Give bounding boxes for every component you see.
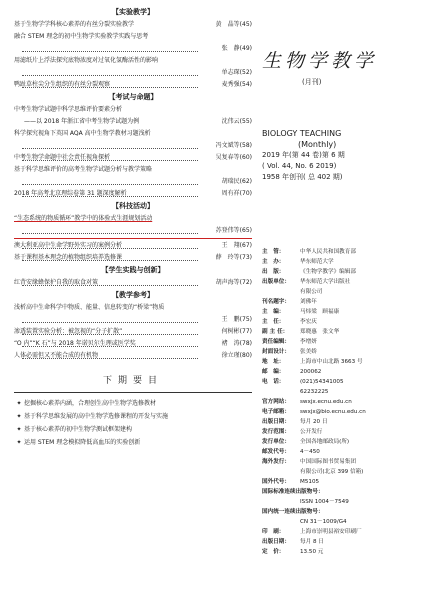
bullet-icon: ✦ [16,400,22,407]
pub-info-value: 马炜梁 顾福康 [300,309,340,315]
pub-info-row [262,307,416,317]
pub-info-key: 地 址： [262,359,285,365]
pub-info-value: 郑晓惠 张文华 [300,329,340,335]
article-title: 2018 年高考北京理综卷第 31 题深度解析 [14,190,127,197]
pub-info-value: 刘佛年 [300,299,317,305]
next-issue-text: 挖掘核心素养内涵，合理创生高中生物学选修教材 [24,400,157,407]
article-title: ——以 2018 年浙江省中考生物学试题为例 [24,118,140,125]
pub-info-key: 责任编辑： [262,339,290,345]
pub-info-value-2: CN 31－1009/G4 [300,519,347,525]
toc-entry[interactable] [14,116,252,128]
english-subtitle: (Monthly) [298,140,337,149]
pub-info-row [262,327,416,337]
article-author-page: 王 翔(67) [221,242,252,249]
toc-entry[interactable] [14,43,252,55]
pub-info-value: 4－450 [300,449,320,455]
bullet-icon: ✦ [16,413,22,420]
pub-info-key: 国际标准连续出版物号： [262,489,324,495]
toc-entry[interactable] [14,314,252,326]
pub-info-value: 华东师范大学出版社 [300,279,351,285]
next-issue-item [14,410,252,423]
pub-info-key: 发行单位： [262,439,290,445]
pub-info-key: 主 管： [262,249,285,255]
toc-entry[interactable] [14,252,252,264]
toc-entry[interactable] [14,104,252,116]
publication-info [262,247,416,557]
red-divider [14,238,252,239]
pub-info-key: 国外代号： [262,479,290,485]
issue-cn: 2019 年(第 44 卷)第 6 期 [262,151,345,159]
toc-entry[interactable] [14,55,252,67]
pub-info-value-2: 有限公司 [300,289,323,295]
pub-info-value: 华东师范大学 [300,259,334,265]
pub-info-row [262,247,416,257]
pub-info-row [262,437,416,447]
toc-entry[interactable] [14,225,252,237]
article-author-page: 王 鹏(75) [221,316,252,323]
article-title: 用滤纸片上浮法探究底物浓度对过氧化氢酶活性的影响 [14,57,159,64]
article-title: 渗透装置实验分析：被忽视的“分子扩散” [14,328,123,335]
pub-info-key: 出 版： [262,269,285,275]
pub-info-row [262,547,416,557]
next-issue-list [14,392,252,449]
article-author-page: 沈伟云(55) [221,118,252,125]
article-author-page: 周有祥(70) [221,190,252,197]
toc-entry[interactable] [14,164,252,176]
next-issue-item [14,436,252,449]
article-author-page: 苏登伟等(65) [215,227,252,234]
section-heading: 【科技活动】 [112,202,154,210]
article-author-page: 胡瑞民(62) [221,178,252,185]
section-heading: 【考试与命题】 [108,93,158,101]
pub-info-key: 发行范围： [262,429,290,435]
masthead [262,6,416,557]
pub-info-key: 出版日期： [262,419,290,425]
toc-entry[interactable] [14,128,252,140]
article-author-page: 冯文斌等(58) [215,142,252,149]
pub-info-key: 出版日期： [262,539,290,545]
pub-info-row [262,257,416,267]
pub-info-key: 主 编： [262,309,285,315]
pub-info-row [262,377,416,397]
pub-info-row [262,397,416,407]
toc-entry[interactable] [14,213,252,225]
article-title: “O 内”“K 石”与 2018 年诺贝尔生理或医学奖 [14,340,136,347]
pub-info-value: 李宏庆 [300,319,317,325]
pub-info-value: 上海市崇明县裕安印刷厂 [300,529,362,535]
pub-info-row [262,297,416,307]
toc-entry[interactable] [14,152,252,164]
pub-info-row [262,447,416,457]
pub-info-key: 印 刷： [262,529,285,535]
pub-info-row [262,337,416,347]
article-title: 中考生物学试题中科学思维评价要素分析 [14,106,123,113]
pub-info-key: 电子邮箱： [262,409,290,415]
pub-info-value: 13.50 元 [300,549,324,555]
pub-info-row [262,487,416,507]
article-author-page: 吴复春等(60) [215,154,252,161]
article-title: 人体必需但又不能合成的有机物 [14,352,99,359]
monthly-label: (月刊) [302,78,322,86]
pub-info-row [262,507,416,527]
next-issue-text: 基于科学思维发展的高中生物学选修课程的开发与实施 [24,413,169,420]
pub-info-key: 邮 编： [262,369,285,375]
pub-info-row [262,277,416,297]
pub-info-row [262,347,416,357]
pub-info-key: 定 价： [262,549,285,555]
article-author-page: 薛 玲等(73) [215,254,252,261]
toc-entry[interactable] [14,302,252,314]
pub-info-key: 电 话： [262,379,285,385]
section-heading: 【实验教学】 [112,8,154,16]
section-heading: 【学生实践与创新】 [101,266,165,274]
article-author-page: 褚 涛(78) [221,340,252,347]
pub-info-key: 副 主 任： [262,329,289,335]
english-title: BIOLOGY TEACHING [262,129,342,138]
article-title: 中考生物学命题中社会责任视角探析 [14,154,111,161]
toc-entry[interactable] [14,31,252,43]
toc-entry[interactable] [14,79,252,91]
article-title: 浅析高中生命科学中物质、能量、信息转变的“桥梁”物质 [14,304,165,311]
article-title: 基于生物学学科核心素养的有丝分裂实验教学 [14,21,135,28]
toc-entry[interactable] [14,350,252,362]
article-title: 红背安缘蜂保护自我的取食对策 [14,279,99,286]
pub-info-value: 中华人民共和国教育部 [300,249,356,255]
pub-info-row [262,407,416,417]
toc-entry[interactable] [14,188,252,200]
article-title: 鸭趾草柱尖分生组织的有丝分裂观察 [14,81,111,88]
pub-info-key: 封面设计： [262,349,290,355]
pub-info-value: 李增妍 [300,339,317,345]
pub-info-value: 张美娇 [300,349,317,355]
pub-info-value: (021)54341005 [300,379,344,385]
founded: 1958 年创刊( 总 402 期) [262,173,343,181]
pub-info-key: 主 任： [262,319,285,325]
pub-info-value: 《生物学教学》编辑部 [300,269,356,275]
toc-entry[interactable] [14,140,252,152]
article-author-page: 胡声海等(72) [215,279,252,286]
next-issue-title: 下期要目 [102,376,163,386]
pub-info-row [262,427,416,437]
article-title: 基于科学思维评价的高考生物学试题分析与教学策略 [14,166,153,173]
next-issue-text: 运用 STEM 理念模拟降低高血压的实验创新 [24,439,141,446]
article-title: 融合 STEM 理念的初中生物学实验教学实践与思考 [14,33,149,40]
article-title: 科学探究视角下英国 AQA 高中生物学教材习题浅析 [14,130,151,137]
toc-entry[interactable] [14,338,252,350]
issue-en: ( Vol. 44, No. 6 2019) [262,162,337,170]
toc-entry[interactable] [14,19,252,31]
pub-info-value: 每月 8 日 [300,539,324,545]
pub-info-row [262,537,416,547]
journal-logo: 生物学教学 [262,50,378,72]
pub-info-value: 每月 20 日 [300,419,328,425]
article-author-page: 徐立瑾(80) [221,352,252,359]
pub-info-row [262,267,416,277]
pub-info-value-2: ISSN 1004－7549 [300,499,349,505]
pub-info-value: 上海市中山北路 3663 号 [300,359,363,365]
toc-entry[interactable] [14,326,252,338]
article-author-page: 黄 晶等(45) [215,21,252,28]
pub-info-value: 公开发行 [300,429,323,435]
toc-entry[interactable] [14,67,252,79]
next-issue-item [14,397,252,410]
article-title: 澳大利亚高中生命学野外实习的案例分析 [14,242,123,249]
pub-info-value: swxjx@bio.ecnu.edu.cn [300,409,366,415]
pub-info-key: 出版单位： [262,279,290,285]
pub-info-row [262,527,416,537]
pub-info-row [262,417,416,427]
pub-info-row [262,457,416,477]
table-of-contents [14,6,252,449]
pub-info-value-2: 62232225 [300,389,329,395]
pub-info-key: 国内统一连续出版物号： [262,509,324,515]
toc-entry[interactable] [14,277,252,289]
section-heading: 【教学参考】 [112,291,154,299]
pub-info-key: 海外发行： [262,459,290,465]
pub-info-key: 邮发代号： [262,449,290,455]
pub-info-row [262,477,416,487]
pub-info-value: M5105 [300,479,320,485]
article-author-page: 张 静(49) [221,45,252,52]
next-issue-item [14,423,252,436]
pub-info-value: 中国国际图书贸易集团 [300,459,356,465]
article-title: 基于课程基本理念的植物组织培养选修课 [14,254,123,261]
pub-info-value: 200062 [300,369,322,375]
bullet-icon: ✦ [16,439,22,446]
article-author-page: 麦秀强(54) [221,81,252,88]
toc-entry[interactable] [14,240,252,252]
pub-info-key: 官方网站： [262,399,290,405]
next-issue-text: 基于核心素养的初中生物学测试框架建构 [24,426,133,433]
pub-info-key: 刊名题字： [262,299,290,305]
bullet-icon: ✦ [16,426,22,433]
pub-info-row [262,317,416,327]
pub-info-row [262,367,416,377]
article-title: “生态系统的物质循环”教学中的体验式生涯规划活动 [14,215,153,222]
article-author-page: 何树彬(77) [221,328,252,335]
pub-info-value: swxjx.ecnu.edu.cn [300,399,352,405]
pub-info-key: 主 办： [262,259,285,265]
pub-info-value: 全国各地邮政局(所) [300,439,350,445]
pub-info-row [262,357,416,367]
pub-info-value-2: 有限公司(北京 399 信箱) [300,469,364,475]
article-author-page: 单志琛(52) [221,69,252,76]
toc-entry[interactable] [14,176,252,188]
